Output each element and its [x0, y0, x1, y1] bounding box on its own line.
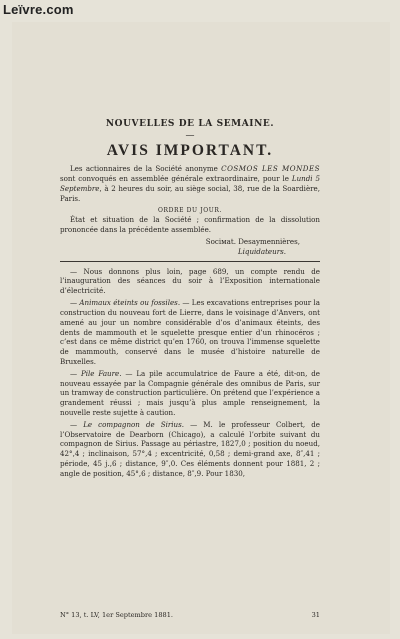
ordre-du-jour-label: ORDRE DU JOUR.	[157, 206, 223, 214]
page-footer	[60, 611, 320, 619]
avis-body	[60, 164, 320, 204]
news-lead: —	[70, 297, 80, 307]
news-lead: —	[70, 368, 81, 378]
signature: Sociмat. Desaymennières,	[205, 236, 300, 246]
footer-issue: N° 13, t. LV, 1er Septembre 1881.	[60, 611, 174, 619]
news-text: — Nous donnons plus loin, page 689, un compte rendu de l’inauguration des séances du soir à l’Exposition internationale d’électricité.	[60, 266, 320, 296]
section-title: NOUVELLES DE LA SEMAINE.	[105, 119, 275, 129]
avis-body-time: , à 2 heures du soir, au siège social, 38, rue de la Soardière, Paris.	[60, 183, 320, 203]
watermark-logo: Leïvre.com	[3, 2, 74, 17]
news-heading: Pile Faure.	[80, 368, 122, 378]
footer-page-number: 31	[311, 611, 320, 619]
news-heading: Le compagnon de Sirius.	[83, 419, 185, 429]
title-dash: —	[185, 130, 195, 141]
avis-date: 5 Septembre	[60, 173, 320, 193]
news-item-inauguration	[60, 267, 320, 297]
article-column	[60, 120, 320, 481]
news-heading: Animaux éteints ou fossiles.	[79, 297, 181, 307]
news-item-fossiles	[60, 298, 320, 367]
avis-body-mid: sont convoqués en assemblée générale extraordinaire, pour le	[60, 173, 292, 183]
divider-rule	[60, 261, 320, 262]
news-item-sirius	[60, 420, 320, 479]
avis-body-start: Les actionnaires de la Société anonyme	[70, 163, 222, 173]
ordre-du-jour-text: État et situation de la Société ; confirmation de la dissolution prononcée dans la précédente assemblée.	[60, 215, 320, 235]
avis-title: AVIS IMPORTANT.	[106, 141, 274, 159]
news-item-pile-faure	[60, 369, 320, 419]
news-text: — M. le professeur Colbert, de l’Observatoire de Dearborn (Chicago), a calculé l’orbite suivant du compagnon de Sirius. Passage au périastre, 1827,0 ; position du noeud, 42°,4 ; inclinaison, 57°,4 ; excentricité, 0,58 ; demi-grand axe, 8″,41 ; période, 45 j.,6 ; distance, 9″,0. Ces éléments donnent pour 1881, 2 ; angle de position, 45°,6 ; distance, 8″,9. Pour 1830,	[60, 419, 321, 479]
news-text: — La pile accumulatrice de Faure a été, dit-on, de nouveau essayée par la Compagnie générale des omnibus de Paris, sur un tramway de construction particulière. On prétend que l’expérience a grandement réussi ; mais jusqu’à plus ample renseignement, la nouvelle reste sujette à caution.	[60, 368, 320, 418]
avis-date-day: Lundi	[291, 173, 313, 183]
news-text: — Les excavations entreprises pour la construction du nouveau fort de Lierre, dans le voisinage d’Anvers, ont amené au jour un nombre considérable d’os d’animaux éteints, des dents de mammouth et le squelette presque entier d’un rhinocéros ; c’est dans ce même district qu’en 1760, on trouva l’immense squelette de mammouth, conservé dans le musée d’histoire naturelle de Bruxelles.	[60, 297, 320, 367]
avis-company-name: COSMOS LES MONDES	[221, 163, 321, 173]
news-lead: —	[70, 419, 84, 429]
signature-role: Liquidateurs.	[237, 246, 286, 256]
